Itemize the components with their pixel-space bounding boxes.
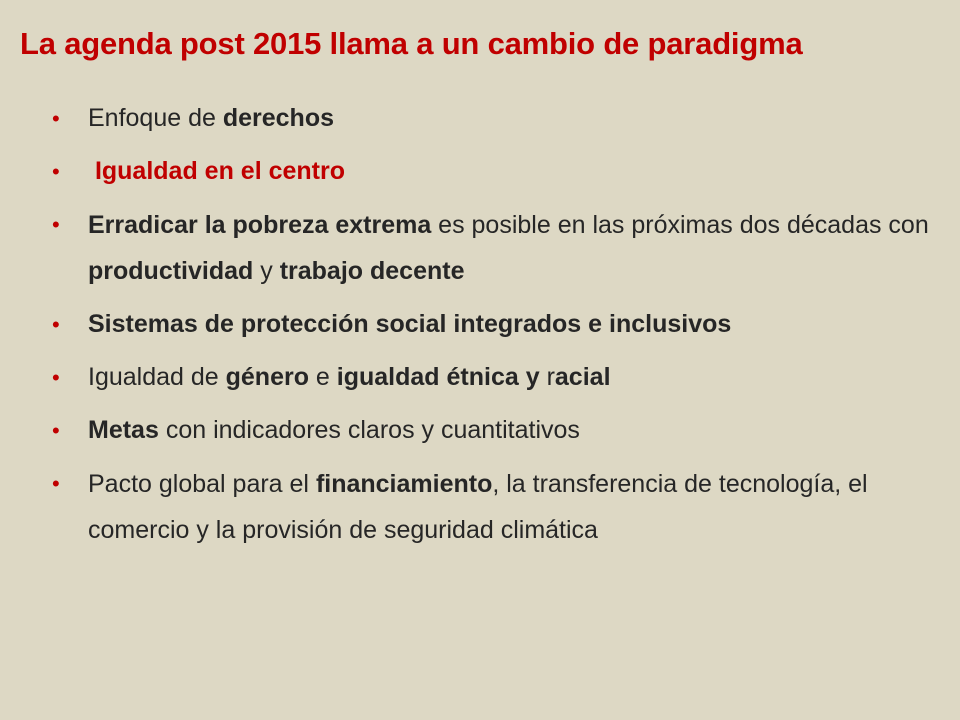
bullet-item [48, 408, 938, 453]
bullet-segment-bold: financiamiento [315, 470, 493, 498]
bullet-item [48, 355, 938, 400]
slide-title: La agenda post 2015 llama a un cambio de paradigma [20, 26, 803, 61]
bullet-item [48, 149, 938, 194]
bullet-segment-bold: Erradicar la pobreza extrema [88, 211, 432, 239]
bullet-icon: • [52, 312, 60, 337]
bullet-segment-bold: derechos [222, 104, 335, 132]
bullet-segment: r [539, 363, 555, 391]
bullet-text [88, 202, 938, 294]
bullet-segment: Pacto global para el [88, 470, 316, 498]
bullet-segment: con indicadores claros y cuantitativos [158, 416, 580, 444]
bullet-segment: Igualdad de [88, 363, 226, 391]
bullet-segment: y [253, 257, 280, 285]
bullet-segment: , la transferencia de tecnología, el comercio y la provisión de seguridad climática [88, 470, 868, 544]
bullet-item [48, 202, 938, 294]
bullet-icon: • [52, 365, 60, 390]
bullet-text [88, 461, 938, 553]
bullet-segment-bold: Metas [88, 416, 159, 444]
bullet-segment: es posible en las próximas dos décadas con [431, 211, 929, 239]
bullet-item [48, 96, 938, 141]
bullet-icon: • [52, 418, 60, 443]
bullet-segment-bold: productividad [88, 257, 254, 285]
bullet-text [88, 96, 938, 141]
bullet-segment-bold: Sistemas de protección social integrados e inclusivos [88, 310, 732, 338]
bullet-icon: • [52, 471, 60, 496]
bullet-segment-bold: acial [554, 363, 611, 391]
bullet-segment: Enfoque de [88, 104, 223, 132]
bullet-icon: • [52, 106, 60, 131]
bullet-segment: e [308, 363, 337, 391]
bullet-text [88, 302, 938, 347]
bullet-item [48, 302, 938, 347]
bullet-icon: • [52, 212, 60, 237]
bullet-segment-bold: Igualdad en el centro [88, 157, 345, 185]
bullet-text [88, 355, 938, 400]
bullet-segment-bold: trabajo decente [279, 257, 465, 285]
bullet-icon: • [52, 159, 60, 184]
bullet-segment-bold: igualdad étnica y [336, 363, 540, 391]
bullet-list [48, 96, 938, 561]
bullet-item [48, 461, 938, 553]
bullet-segment-bold: género [225, 363, 309, 391]
bullet-text [88, 149, 938, 194]
bullet-text [88, 408, 938, 453]
